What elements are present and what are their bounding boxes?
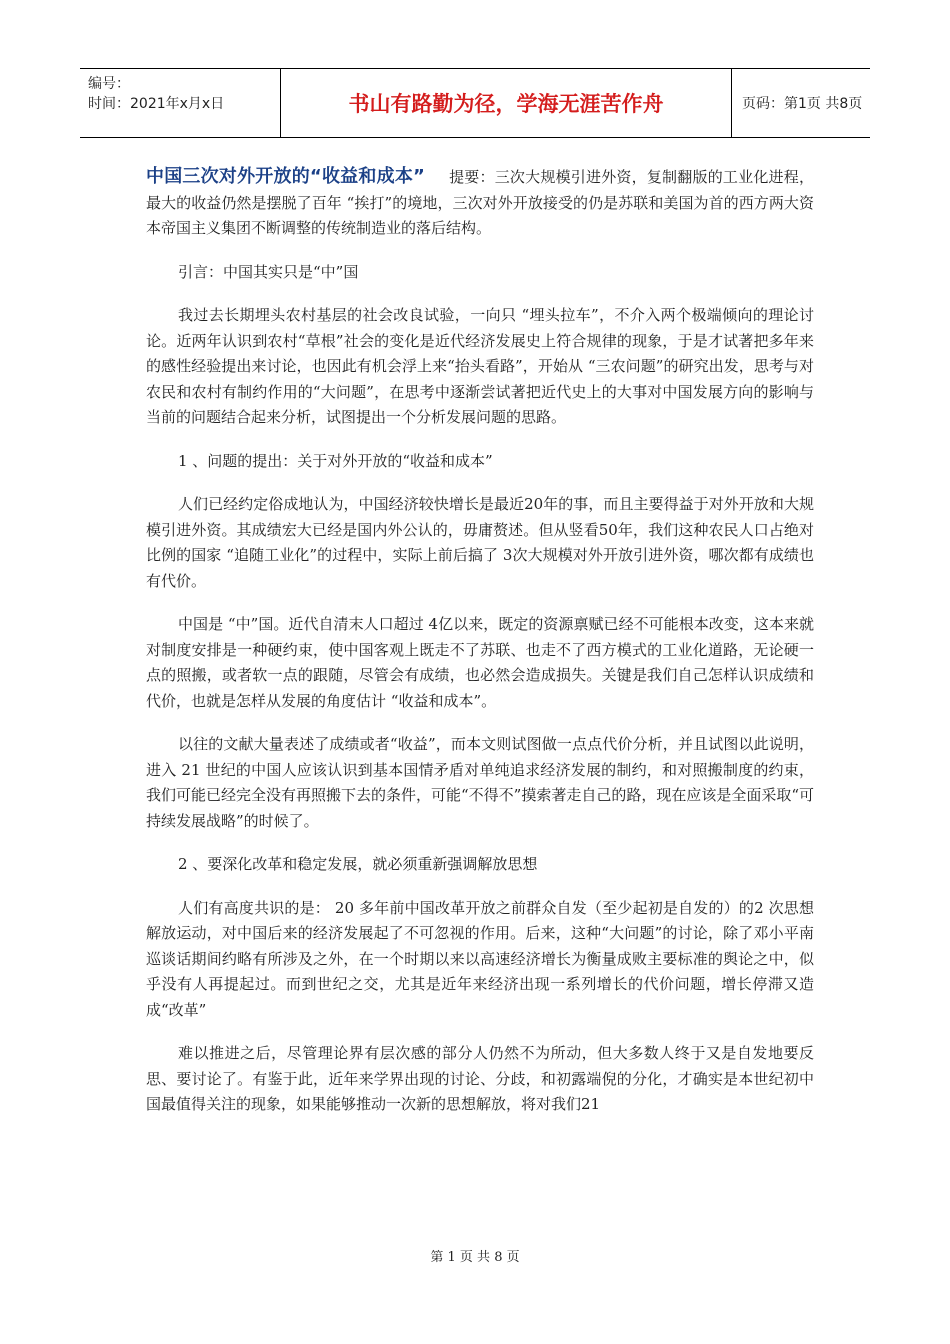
- paragraph-6: 难以推进之后，尽管理论界有层次感的部分人仍然不为所动，但大多数人终于又是自发地要反思、要讨论了。有鉴于此，近年来学界出现的讨论、分歧，和初露端倪的分化，才确实是本世纪初中国最值得关注的现象，如果能够推动一次新的思想解放，将对我们21: [146, 1044, 814, 1113]
- number-label: 编号：: [88, 76, 130, 92]
- header-meta-cell: [80, 69, 280, 137]
- paragraph-2: 人们已经约定俗成地认为，中国经济较快增长是最近20年的事，而且主要得益于对外开放和大规模引进外资。其成绩宏大已经是国内外公认的，毋庸赘述。但从竖看50年，我们这种农民人口占绝对比例的国家 “追随工业化”的过程中，实际上前后搞了 3次大规模对外开放引进外资，哪次都有成绩也有代价。: [146, 495, 814, 590]
- paragraph-3: 中国是 “中”国。近代自清末人口超过 4亿以来，既定的资源禀赋已经不可能根本改变，这本来就对制度安排是一种硬约束，使中国客观上既走不了苏联、也走不了西方模式的工业化道路，无论硬一点的照搬，或者软一点的跟随，尽管会有成绩，也必然会造成损失。关键是我们自己怎样认识成绩和代价，也就是怎样从发展的角度估计 “收益和成本”。: [146, 615, 814, 710]
- section-1-heading: 1 、问题的提出：关于对外开放的“收益和成本”: [178, 451, 493, 470]
- paragraph-4: 以往的文献大量表述了成绩或者“收益”，而本文则试图做一点点代价分析，并且试图以此说明，进入 21 世纪的中国人应该认识到基本国情矛盾对单纯追求经济发展的制约，和对照搬制度的约束，我们可能已经完全没有再照搬下去的条件，可能“不得不”摸索著走自己的路，现在应该是全面采取“可持续发展战略”的时候了。: [146, 735, 815, 830]
- title-paragraph: [146, 164, 814, 242]
- paragraph-5: 人们有高度共识的是： 20 多年前中国改革开放之前群众自发（至少起初是自发的）的2 次思想解放运动，对中国后来的经济发展起了不可忽视的作用。后来，这种“大问题”的讨论，除了邓小平南巡谈话期间约略有所涉及之外，在一个时期以来以高速经济增长为衡量成败主要标准的舆论之中，似乎没有人再提起过。而到世纪之交，尤其是近年来经济出现一系列增长的代价问题，增长停滞又造成“改革”: [146, 898, 814, 1019]
- paragraph-1: 我过去长期埋头农村基层的社会改良试验，一向只 “埋头拉车”，不介入两个极端倾向的理论讨论。近两年认识到农村“草根”社会的变化是近代经济发展史上符合规律的现象，于是才试著把多年来的感性经验提出来讨论，也因此有机会浮上来“抬头看路”，开始从 “三农问题”的研究出发，思考与对农民和农村有制约作用的“大问题”，在思考中逐渐尝试著把近代史上的大事对中国发展方向的影响与当前的问题结合起来分析，试图提出一个分析发展问题的思路。: [146, 306, 814, 426]
- document-header: [80, 68, 870, 138]
- article-body: [146, 164, 814, 1118]
- page-footer: 第 1 页 共 8 页: [430, 1250, 520, 1265]
- article-title: 中国三次对外开放的“收益和成本”: [146, 166, 425, 187]
- article-abstract: 提要：三次大规模引进外资，复制翻版的工业化进程，最大的收益仍然是摆脱了百年 “挨打”的境地，三次对外开放接受的仍是苏联和美国为首的西方两大资本帝国主义集团不断调整的传统制造业的落后结构。: [146, 168, 814, 237]
- intro-heading: 引言：中国其实只是“中”国: [178, 262, 359, 281]
- date-label: 时间：2021年x月x日: [88, 96, 225, 112]
- section-2-heading: 2 、要深化改革和稳定发展，就必须重新强调解放思想: [178, 855, 538, 873]
- header-page-info: 页码：第1页 共8页: [742, 96, 863, 112]
- header-motto: 书山有路勤为径，学海无涯苦作舟: [348, 92, 664, 116]
